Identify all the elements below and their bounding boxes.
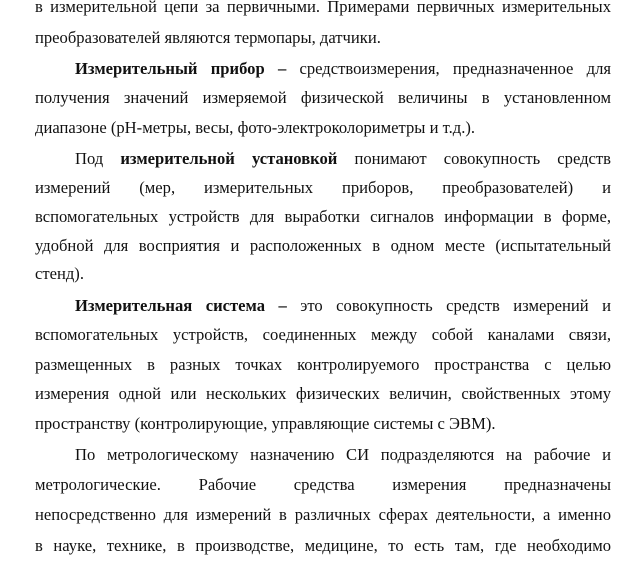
term-bold: Измерительный прибор	[75, 59, 265, 78]
text-run: измерений (мер, измерительных приборов, преобразователей) и	[35, 178, 611, 197]
term-bold: Измерительная система	[75, 296, 265, 315]
text-line	[35, 86, 611, 110]
text-run: По метрологическому назначению СИ подразделяются на рабочие и	[75, 445, 611, 464]
text-line	[35, 503, 611, 527]
text-line	[35, 234, 611, 258]
text-run: удобной для восприятия и расположенных в одном месте (испытательный	[35, 236, 611, 255]
text-line	[35, 205, 611, 229]
text-run: диапазоне (рН-метры, весы, фото-электроколориметры и т.д.).	[35, 118, 476, 137]
text-line	[35, 176, 611, 200]
paragraph-first-line	[75, 294, 611, 318]
text-line	[35, 382, 611, 406]
paragraph-first-line	[75, 147, 611, 171]
text-run: измерения одной или нескольких физических величин, свойственных этому	[35, 384, 611, 403]
term-dash: –	[264, 59, 300, 78]
text-line	[35, 412, 611, 436]
paragraph-first-line	[75, 443, 611, 467]
text-run: понимают совокупность средств	[337, 149, 611, 168]
paragraph-first-line	[75, 57, 611, 81]
text-run: размещенных в разных точках контролируемого пространства с целью	[35, 355, 611, 374]
text-line	[35, 534, 611, 558]
text-line	[35, 473, 611, 497]
text-run: средствоизмерения, предназначенное для	[299, 59, 611, 78]
term-dash: –	[265, 296, 301, 315]
text-run: в науке, технике, в производстве, медицине, то есть там, где необходимо	[35, 536, 611, 555]
text-run: стенд).	[35, 264, 84, 283]
text-line	[35, 26, 611, 50]
text-line	[35, 353, 611, 377]
text-line	[35, 116, 611, 140]
text-run: преобразователей являются термопары, датчики.	[35, 28, 381, 47]
text-run: в измерительной цепи за первичными. Примерами первичных измерительных	[35, 0, 611, 16]
text-run: получения значений измеряемой физической величины в установленном	[35, 88, 611, 107]
text-run: метрологические. Рабочие средства измерения предназначены	[35, 475, 611, 494]
text-run: вспомогательных устройств для выработки сигналов информации в форме,	[35, 207, 611, 226]
text-line	[35, 0, 611, 19]
term-bold: измерительной установкой	[120, 149, 338, 168]
text-run: это совокупность средств измерений и	[300, 296, 611, 315]
text-run: вспомогательных устройств, соединенных между собой каналами связи,	[35, 325, 611, 344]
text-run: пространству (контролирующие, управляющие системы с ЭВМ).	[35, 414, 496, 433]
text-run: непосредственно для измерений в различных сферах деятельности, а именно	[35, 505, 611, 524]
text-run: Под	[75, 149, 121, 168]
text-line	[35, 323, 611, 347]
text-line	[35, 262, 611, 286]
